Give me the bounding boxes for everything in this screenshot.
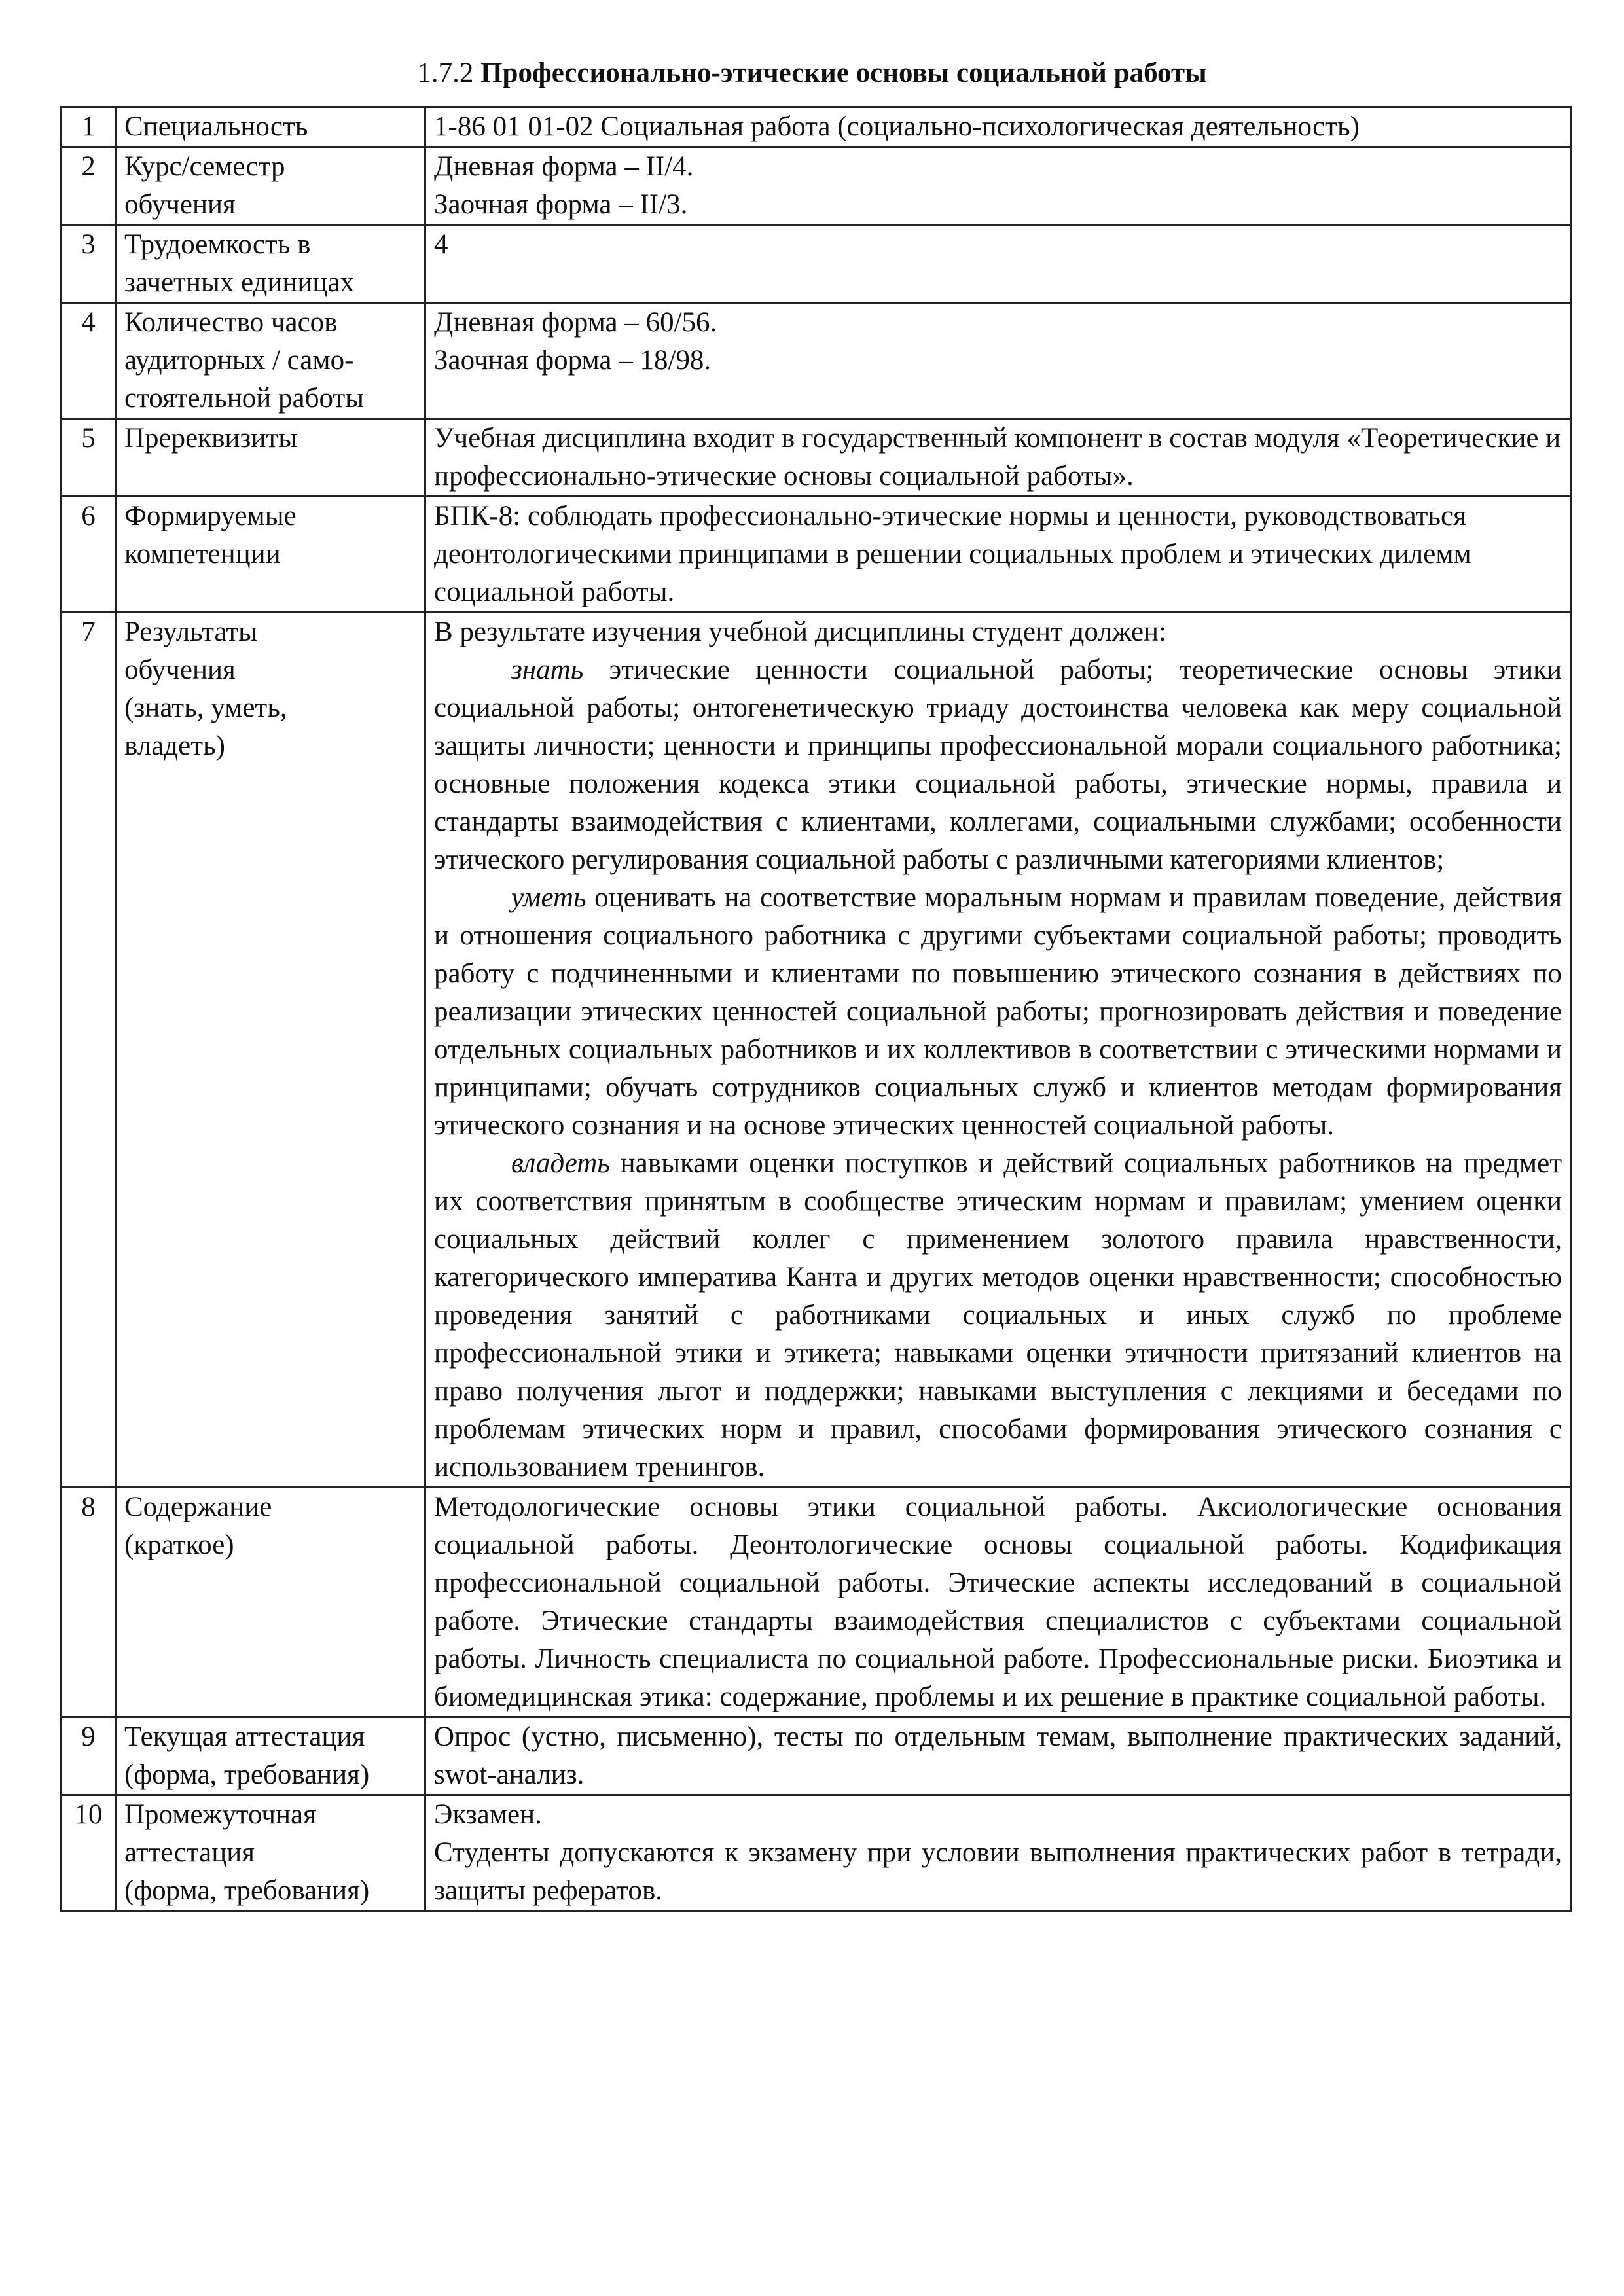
table-row <box>62 107 1571 147</box>
own-keyword: владеть <box>511 1148 610 1179</box>
know-keyword: знать <box>511 655 584 685</box>
value-paragraph: БПК-8: соблюдать профессионально-этические нормы и ценности, руководствоваться деонтологическими принципами в решении социальных проблем и этических дилемм социальной работы. <box>434 501 1471 607</box>
course-card-table <box>60 106 1572 1912</box>
row-value <box>425 303 1571 419</box>
value-line: 1-86 01 01-02 Социальная работа (социально-психологическая деятельность) <box>434 111 1360 142</box>
table-row <box>62 225 1571 303</box>
label-line: (знать, уметь, <box>124 692 287 723</box>
value-line: Заочная форма – 18/98. <box>434 345 712 376</box>
value-paragraph: Учебная дисциплина входит в государственный компонент в состав модуля «Теоретические и профессионально-этические основы социальной работы». <box>434 423 1561 492</box>
table-row <box>62 303 1571 419</box>
label-line: зачетных единицах <box>124 267 355 298</box>
value-line: Экзамен. <box>434 1799 542 1830</box>
value-paragraph: Студенты допускаются к экзамену при условии выполнения практических работ в тетради, защиты рефератов. <box>434 1837 1562 1906</box>
row-label <box>116 497 425 613</box>
row-number: 1 <box>62 107 116 147</box>
table-row <box>62 419 1571 497</box>
row-value <box>425 419 1571 497</box>
label-line: Результаты <box>124 617 258 647</box>
value-paragraph: Методологические основы этики социальной работы. Аксиологические основания социальной работы. Деонтологические основы социальной работы. Кодификация профессиональной социальной работы. Этические аспекты исследований в социальной работе. Этические стандарты взаимодействия специалистов с субъектами социальной работы. Личность специалиста по социальной работе. Профессиональные риски. Биоэтика и биомедицинская этика: содержание, проблемы и их решение в практике социальной работы. <box>434 1492 1562 1712</box>
row-value <box>425 107 1571 147</box>
table-row <box>62 1717 1571 1795</box>
row-number: 2 <box>62 147 116 225</box>
table-row <box>62 613 1571 1488</box>
label-line: аудиторных / само- <box>124 345 354 376</box>
value-line: Дневная форма – 60/56. <box>434 307 717 338</box>
know-text: этические ценности социальной работы; теоретические основы этики социальной работы; онтогенетическую триаду достоинства человека как меру социальной защиты личности; ценности и принципы профессиональной морали социального работника; основные положения кодекса этики социальной работы, этические нормы, правила и стандарты взаимодействия с клиентами, коллегами, социальными службами; особенности этического регулирования социальной работы с различными категориями клиентов; <box>434 655 1562 875</box>
row-label <box>116 419 425 497</box>
label-line: Количество часов <box>124 307 338 338</box>
table-row <box>62 1795 1571 1911</box>
label-line: Пререквизиты <box>124 423 298 454</box>
results-intro: В результате изучения учебной дисциплины студент должен: <box>434 617 1167 647</box>
row-label <box>116 613 425 1488</box>
row-number: 8 <box>62 1488 116 1717</box>
row-value <box>425 613 1571 1488</box>
label-line: аттестация <box>124 1837 255 1868</box>
label-line: Текущая аттестация <box>124 1721 365 1752</box>
table-row <box>62 1488 1571 1717</box>
label-line: (форма, требования) <box>124 1759 370 1790</box>
label-line: владеть) <box>124 730 225 761</box>
know-paragraph <box>434 651 1562 879</box>
document-title <box>0 56 1624 90</box>
row-label <box>116 1717 425 1795</box>
row-number: 6 <box>62 497 116 613</box>
title-number: 1.7.2 <box>417 58 474 88</box>
label-line: стоятельной работы <box>124 383 365 414</box>
own-text: навыками оценки поступков и действий социальных работников на предмет их соответствия принятым в сообществе этическим нормам и правилам; умением оценки социальных действий коллег с применением золотого правила нравственности, категорического императива Канта и других методов оценки нравственности; способностью проведения занятий с работниками социальных и иных служб по проблеме профессиональной этики и этикета; навыками оценки этичности притязаний клиентов на право получения льгот и поддержки; навыками выступления с лекциями и беседами по проблемам этических норм и правил, способами формирования этического сознания с использованием тренингов. <box>434 1148 1562 1482</box>
own-paragraph <box>434 1145 1562 1486</box>
row-label <box>116 225 425 303</box>
can-keyword: уметь <box>511 882 586 913</box>
can-paragraph <box>434 879 1562 1145</box>
row-number: 10 <box>62 1795 116 1911</box>
can-text: оценивать на соответствие моральным нормам и правилам поведение, действия и отношения социального работника с другими субъектами социальной работы; проводить работу с подчиненными и клиентами по повышению этического сознания в действиях по реализации этических ценностей социальной работы; прогнозировать действия и поведение отдельных социальных работников и их коллективов в соответствии с этическими нормами и принципами; обучать сотрудников социальных служб и клиентов методам формирования этического сознания и на основе этических ценностей социальной работы. <box>434 882 1562 1141</box>
label-line: Промежуточная <box>124 1799 316 1830</box>
row-number: 9 <box>62 1717 116 1795</box>
row-number: 5 <box>62 419 116 497</box>
label-line: Формируемые <box>124 501 297 531</box>
row-value <box>425 1488 1571 1717</box>
label-line: (краткое) <box>124 1530 234 1560</box>
label-line: Курс/семестр <box>124 151 285 182</box>
row-value <box>425 1717 1571 1795</box>
row-label <box>116 1488 425 1717</box>
row-value <box>425 1795 1571 1911</box>
label-line: Специальность <box>124 111 308 142</box>
table-row <box>62 497 1571 613</box>
label-line: обучения <box>124 189 236 220</box>
table-row <box>62 147 1571 225</box>
value-line: Дневная форма – II/4. <box>434 151 694 182</box>
row-value <box>425 497 1571 613</box>
title-text: Профессионально-этические основы социальной работы <box>480 58 1207 88</box>
row-value <box>425 225 1571 303</box>
value-paragraph: Опрос (устно, письменно), тесты по отдельным темам, выполнение практических заданий, swot-анализ. <box>434 1721 1562 1790</box>
value-line: 4 <box>434 229 448 260</box>
label-line: компетенции <box>124 539 281 569</box>
row-label <box>116 107 425 147</box>
row-label <box>116 303 425 419</box>
label-line: Трудоемкость в <box>124 229 311 260</box>
label-line: обучения <box>124 655 236 685</box>
row-number: 4 <box>62 303 116 419</box>
label-line: Содержание <box>124 1492 272 1522</box>
value-line: Заочная форма – II/3. <box>434 189 688 220</box>
row-number: 3 <box>62 225 116 303</box>
label-line: (форма, требования) <box>124 1875 370 1906</box>
row-value <box>425 147 1571 225</box>
row-label <box>116 147 425 225</box>
row-label <box>116 1795 425 1911</box>
row-number: 7 <box>62 613 116 1488</box>
